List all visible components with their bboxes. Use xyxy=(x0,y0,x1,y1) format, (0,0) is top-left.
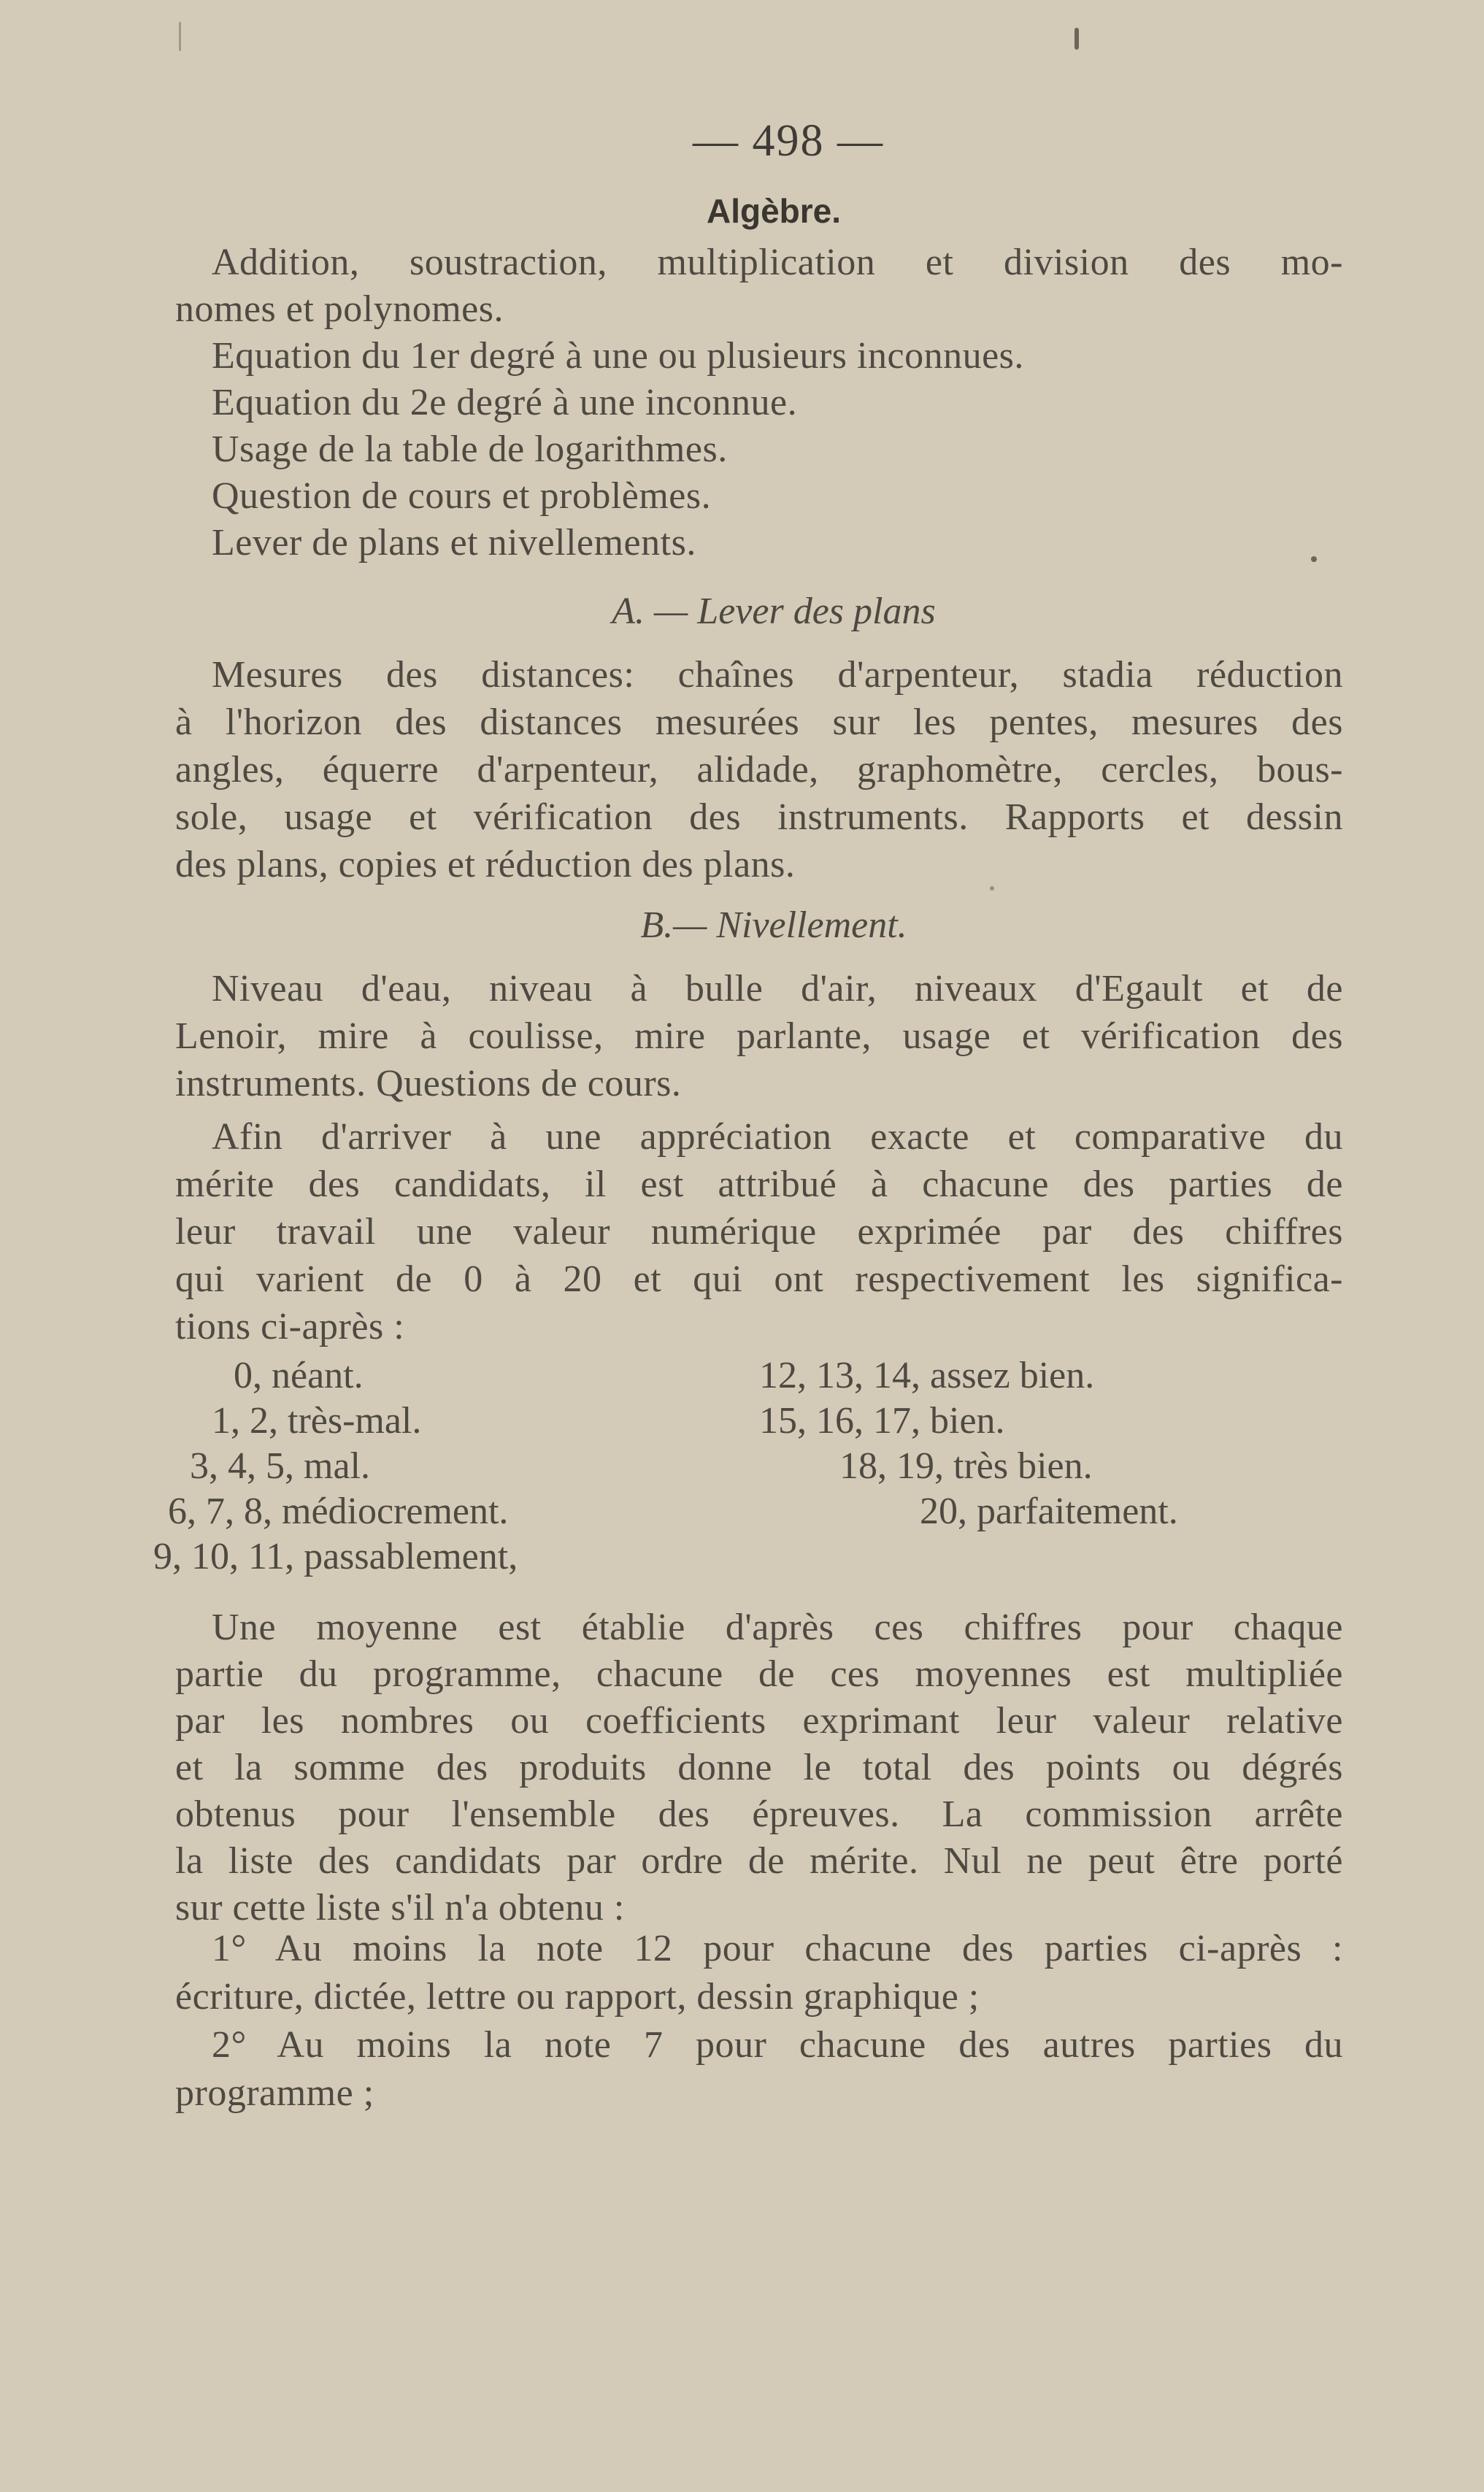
lever-des-plans-line: angles, équerre d'arpenteur, alidade, graphomètre, cercles, bous- xyxy=(175,749,1343,791)
average-line: obtenus pour l'ensemble des épreuves. La commission arrête xyxy=(175,1793,1343,1835)
evaluation-line: leur travail une valeur numérique exprimée par des chiffres xyxy=(175,1211,1343,1253)
algebra-item-line: Question de cours et problèmes. xyxy=(212,475,712,517)
subheading-nivellement: B.— Nivellement. xyxy=(640,904,907,946)
algebra-item-line: Lever de plans et nivellements. xyxy=(212,522,696,564)
grade-entry-left: 3, 4, 5, mal. xyxy=(190,1445,370,1487)
grade-entry-right: 12, 13, 14, assez bien. xyxy=(759,1355,1095,1396)
section-heading-algebra: Algèbre. xyxy=(706,192,842,230)
grade-entry-left: 6, 7, 8, médiocrement. xyxy=(168,1491,509,1532)
nivellement-line: instruments. Questions de cours. xyxy=(175,1063,682,1104)
algebra-item-line: nomes et polynomes. xyxy=(175,288,504,330)
nivellement-line: Niveau d'eau, niveau à bulle d'air, niveaux d'Egault et de xyxy=(212,968,1343,1010)
evaluation-line: mérite des candidats, il est attribué à chacune des parties de xyxy=(175,1164,1343,1205)
lever-des-plans-line: à l'horizon des distances mesurées sur les pentes, mesures des xyxy=(175,701,1343,743)
condition-line: 1° Au moins la note 12 pour chacune des parties ci-après : xyxy=(212,1928,1343,1969)
margin-speck xyxy=(990,886,994,891)
algebra-item-line: Usage de la table de logarithmes. xyxy=(212,428,728,470)
margin-speck xyxy=(1311,556,1317,562)
grade-entry-left: 1, 2, très-mal. xyxy=(212,1400,422,1442)
average-line: Une moyenne est établie d'après ces chiffres pour chaque xyxy=(212,1607,1343,1648)
average-line: par les nombres ou coefficients exprimant leur valeur relative xyxy=(175,1700,1343,1742)
average-line: la liste des candidats par ordre de mérite. Nul ne peut être porté xyxy=(175,1840,1343,1882)
lever-des-plans-line: Mesures des distances: chaînes d'arpenteur, stadia réduction xyxy=(212,654,1343,696)
grade-entry-right: 15, 16, 17, bien. xyxy=(759,1400,1005,1442)
condition-line: écriture, dictée, lettre ou rapport, dessin graphique ; xyxy=(175,1976,980,2018)
average-line: et la somme des produits donne le total des points ou dégrés xyxy=(175,1747,1343,1788)
evaluation-line: Afin d'arriver à une appréciation exacte et comparative du xyxy=(212,1116,1343,1158)
evaluation-line: qui varient de 0 à 20 et qui ont respectivement les significa- xyxy=(175,1258,1343,1300)
margin-speck xyxy=(1074,28,1079,50)
algebra-item-line: Equation du 2e degré à une inconnue. xyxy=(212,382,798,423)
grade-entry-left: 9, 10, 11, passablement, xyxy=(153,1536,518,1577)
average-line: sur cette liste s'il n'a obtenu : xyxy=(175,1887,625,1928)
subheading-lever-des-plans: A. — Lever des plans xyxy=(612,591,936,632)
lever-des-plans-line: des plans, copies et réduction des plans. xyxy=(175,844,796,885)
grade-entry-right: 18, 19, très bien. xyxy=(839,1445,1093,1487)
average-line: partie du programme, chacune de ces moyennes est multipliée xyxy=(175,1653,1343,1695)
grade-entry-left: 0, néant. xyxy=(234,1355,364,1396)
nivellement-line: Lenoir, mire à coulisse, mire parlante, usage et vérification des xyxy=(175,1015,1343,1057)
margin-speck xyxy=(179,22,181,51)
algebra-item-line: Addition, soustraction, multiplication et division des mo- xyxy=(212,242,1343,283)
condition-line: programme ; xyxy=(175,2072,374,2114)
evaluation-line: tions ci-après : xyxy=(175,1306,405,1347)
algebra-item-line: Equation du 1er degré à une ou plusieurs inconnues. xyxy=(212,335,1024,377)
lever-des-plans-line: sole, usage et vérification des instruments. Rapports et dessin xyxy=(175,796,1343,838)
condition-line: 2° Au moins la note 7 pour chacune des autres parties du xyxy=(212,2024,1343,2066)
grade-entry-right: 20, parfaitement. xyxy=(920,1491,1178,1532)
page-number: — 498 — xyxy=(693,116,884,166)
